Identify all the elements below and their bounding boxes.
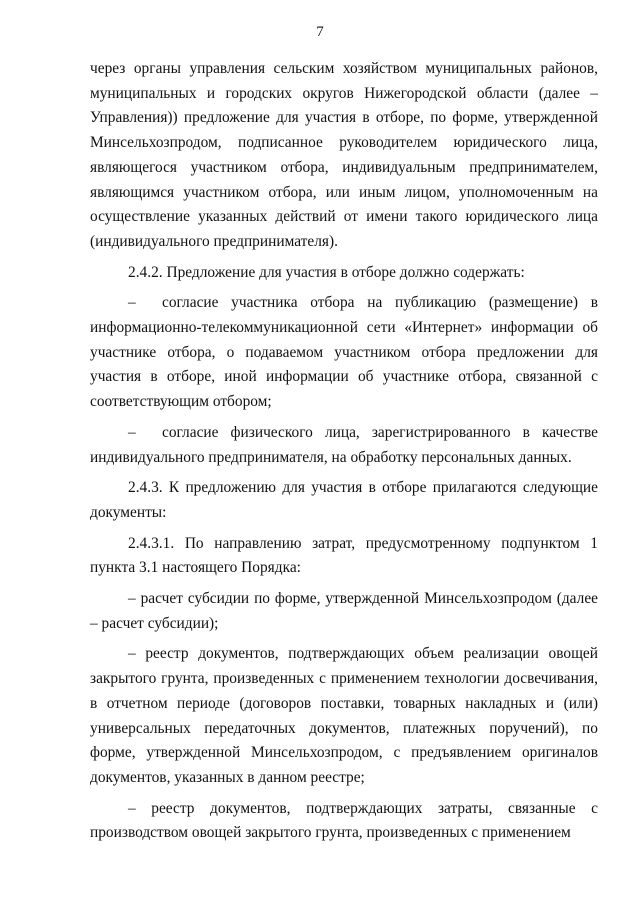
page-content xyxy=(90,57,598,846)
list-dash: – xyxy=(128,423,136,441)
paragraph-continuation: через органы управления сельским хозяйством муниципальных районов, муниципальных и городских округов Нижегородской области (далее – Управления)) предложение для участия в отборе, по форме, утвержденной Минсельхозпродом, подписанное руководителем юридического лица, являющегося участником отбора, индивидуальным предпринимателем, являющимся участником отбора, или иным лицом, уполномоченным на осуществление указанных действий от имени такого юридического лица (индивидуального предпринимателя). xyxy=(90,60,598,250)
paragraph-2-4-3-1: 2.4.3.1. По направлению затрат, предусмотренному подпунктом 1 пункта 3.1 настоящего Порядка: xyxy=(90,534,598,577)
list-item-subsidy-calculation: – расчет субсидии по форме, утвержденной Минсельхозпродом (далее – расчет субсидии); xyxy=(90,590,598,632)
page-number: 7 xyxy=(316,24,324,40)
list-item-consent-publication xyxy=(90,291,598,415)
list-item-text: согласие физического лица, зарегистрированного в качестве индивидуального предпринимателя, на обработку персональных данных. xyxy=(90,423,598,466)
list-item-consent-personal-data xyxy=(90,421,598,470)
list-item-text: согласие участника отбора на публикацию (размещение) в информационно-телекоммуникационной сети «Интернет» информации об участнике отбора, о подаваемом участником отбора предложении для участия в отборе, иной информации об участнике отбора, связанной с соответствующим отбором; xyxy=(90,294,598,411)
paragraph-2-4-3: 2.4.3. К предложению для участия в отборе прилагаются следующие документы: xyxy=(90,479,598,521)
paragraph-2-4-2: 2.4.2. Предложение для участия в отборе должно содержать: xyxy=(128,263,525,281)
list-item-sales-registry: – реестр документов, подтверждающих объем реализации овощей закрытого грунта, произведенных с применением технологии досвечивания, в отчетном периоде (договоров поставки, товарных накладных и (или) универсальных передаточных документов, платежных поручений), по форме, утвержденной Минсельхозпродом, с предъявлением оригиналов документов, указанных в данном реестре; xyxy=(90,645,598,786)
list-dash: – xyxy=(128,294,136,312)
list-item-costs-registry: – реестр документов, подтверждающих затраты, связанные с производством овощей закрытого грунта, произведенных с применением xyxy=(90,799,598,842)
